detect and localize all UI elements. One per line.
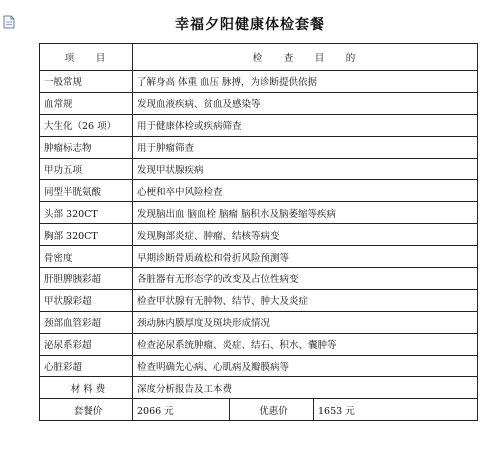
row-purpose: 发现甲状腺疾病 [133,158,478,180]
row-item: 泌尿系彩超 [40,333,133,355]
table-row [40,246,478,268]
row-purpose: 发现血液疾病、贫血及感染等 [133,92,478,114]
table-row [40,268,478,290]
table-row [40,355,478,377]
row-item: 头部 320CT [40,202,133,224]
row-item: 骨密度 [40,246,133,268]
page-title: 幸福夕阳健康体检套餐 [175,17,325,33]
table-row [40,180,478,202]
table-row [40,333,478,355]
table-header-row [40,44,478,71]
row-item: 肝胆脾胰彩超 [40,268,133,290]
checkup-table [39,43,478,421]
row-purpose: 用于健康体检或疾病筛查 [133,114,478,136]
discount-price-label: 优惠价 [230,399,314,421]
row-purpose: 各脏器有无形态学的改变及占位性病变 [133,268,478,290]
row-item: 材 料 费 [40,377,133,399]
row-purpose: 发现脑出血 脑血栓 脑瘤 脑积水及脑萎缩等疾病 [133,202,478,224]
row-item: 心脏彩超 [40,355,133,377]
row-purpose: 用于肿瘤筛查 [133,136,478,158]
table-row [40,136,478,158]
row-purpose: 了解身高 体重 血压 脉搏，为诊断提供依据 [133,71,478,93]
row-purpose: 心梗和卒中风险检查 [133,180,478,202]
table-row [40,224,478,246]
table-row [40,92,478,114]
row-purpose: 早期诊断骨质疏松和骨折风险预测等 [133,246,478,268]
table-row [40,311,478,333]
row-item: 大生化（26 项） [40,114,133,136]
table-row [40,158,478,180]
row-item: 同型半胱氨酸 [40,180,133,202]
discount-price-value: 1653 元 [314,399,478,421]
row-item: 血常规 [40,92,133,114]
row-purpose: 检查泌尿系统肿瘤、炎症、结石、积水、囊肿等 [133,333,478,355]
row-item: 一般常规 [40,71,133,93]
price-row [40,399,478,421]
table-row [40,71,478,93]
table-row [40,202,478,224]
row-item: 颈部血管彩超 [40,311,133,333]
table-row [40,114,478,136]
row-purpose: 深度分析报告及工本费 [133,377,478,399]
table-row [40,289,478,311]
row-item: 甲功五项 [40,158,133,180]
row-item: 胸部 320CT [40,224,133,246]
row-purpose: 颈动脉内膜厚度及斑块形成情况 [133,311,478,333]
row-purpose: 发现胸部炎症、肿瘤、结核等病变 [133,224,478,246]
row-item: 肿瘤标志物 [40,136,133,158]
header-item: 项 目 [40,44,133,71]
row-purpose: 检查明确先心病、心肌病及瓣膜病等 [133,355,478,377]
package-price-value: 2066 元 [133,399,230,421]
header-purpose: 检 查 目 的 [133,44,478,71]
row-item: 甲状腺彩超 [40,289,133,311]
table-row [40,377,478,399]
package-price-label: 套餐价 [40,399,133,421]
row-purpose: 检查甲状腺有无肿物、结节、肿大及炎症 [133,289,478,311]
